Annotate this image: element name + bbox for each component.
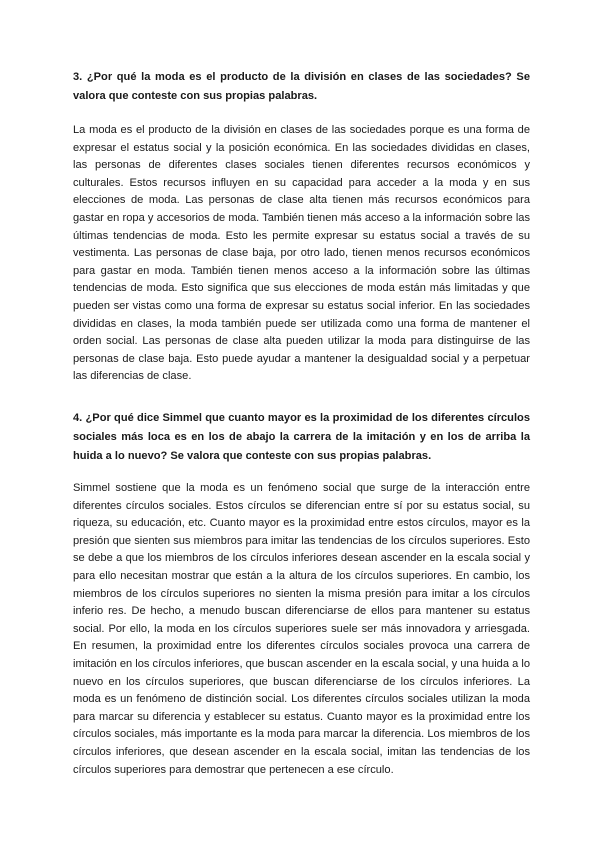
answer-3-paragraph: La moda es el producto de la división en clases de las sociedades porque es una forma de expresar el estatus social y la posición económica. En las sociedades divididas en clases, las personas de diferentes clases sociales tienen diferentes recursos económicos y culturales. Estos recursos influyen en su capacidad para acceder a la moda y en sus elecciones de moda. Las personas de clase alta tienen más recursos económicos para gastar en ropa y accesorios de moda. También tienen más acceso a la información sobre las últimas tendencias de moda. Esto les permite expresar su estatus social a través de su vestimenta. Las personas de clase baja, por otro lado, tienen menos recursos económicos para gastar en moda. También tienen menos acceso a la información sobre las últimas tendencias de moda. Esto significa que sus elecciones de moda están más limitadas y que pueden ser vistas como una forma de expresar su estatus social inferior. En las sociedades divididas en clases, la moda también puede ser utilizada como una forma de mantener el orden social. Las personas de clase alta pueden utilizar la moda para distinguirse de las personas de clase baja. Esto puede ayudar a mantener la desigualdad social y a perpetuar las diferencias de clase. xyxy=(73,124,530,383)
question-4-heading: 4. ¿Por qué dice Simmel que cuanto mayor es la proximidad de los diferentes círculos sociales más loca es en los de abajo la carrera de la imitación y en los de arriba la huida a lo nuevo? Se valora que conteste con sus propias palabras. xyxy=(73,412,530,462)
answer-4-paragraph: Simmel sostiene que la moda es un fenómeno social que surge de la interacción entre diferentes círculos sociales. Estos círculos se diferencian entre sí por su estatus social, su riqueza, su educación, etc. Cuanto mayor es la proximidad entre estos círculos, mayor es la presión que sienten sus miembros para imitar las tendencias de los círculos superiores. Esto se debe a que los miembros de los círculos inferiores desean ascender en la escala social y para ello necesitan mostrar que están a la altura de los círculos superiores. En cambio, los miembros de los círculos superiores no sienten la misma presión para imitar a los círculos inferio res. De hecho, a menudo buscan diferenciarse de ellos para mantener su estatus social. Por ello, la moda en los círculos superiores suele ser más innovadora y arriesgada. En resumen, la proximidad entre los diferentes círculos sociales provoca una carrera de imitación en los círculos inferiores, que buscan ascender en la escala social, y una huida a lo nuevo en los círculos superiores, que buscan diferenciarse de los círculos inferiores. La moda es un fenómeno de distinción social. Los diferentes círculos sociales utilizan la moda para marcar su diferencia y establecer su estatus. Cuanto mayor es la proximidad entre los círculos sociales, más importante es la moda para marcar la diferencia. Los miembros de los círculos inferiores, que desean ascender en la escala social, imitan las tendencias de los círculos superiores para demostrar que pertenecen a ese círculo. xyxy=(73,482,530,776)
question-3-heading: 3. ¿Por qué la moda es el producto de la división en clases de las sociedades? Se valora que conteste con sus propias palabras. xyxy=(73,71,530,102)
